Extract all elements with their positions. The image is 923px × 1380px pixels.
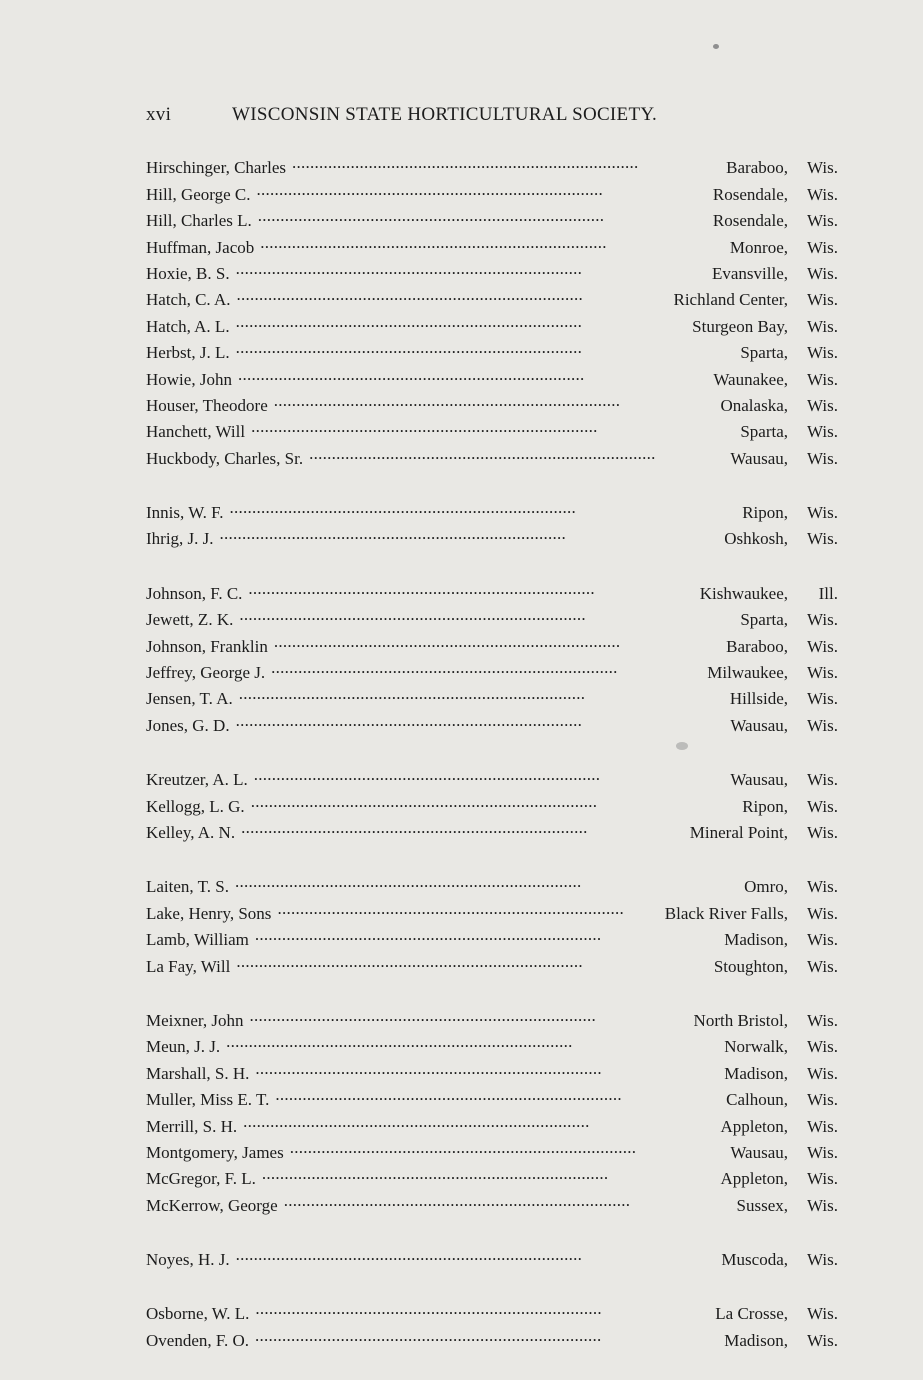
member-state: Wis. [807, 369, 838, 389]
member-entry [146, 338, 838, 364]
member-town: Wausau, [730, 770, 788, 790]
member-entry [146, 1190, 838, 1216]
member-entry [146, 1032, 838, 1058]
member-name: Jensen, T. A. [146, 689, 233, 709]
dot-leader [277, 898, 662, 918]
member-entry [146, 872, 838, 898]
dot-leader [274, 391, 719, 411]
member-state: Wis. [807, 237, 838, 257]
member-name: Hatch, C. A. [146, 290, 231, 310]
page-header [146, 104, 786, 126]
member-state: Wis. [807, 822, 838, 842]
member-state: Wis. [807, 770, 838, 790]
member-state: Wis. [807, 316, 838, 336]
member-town: Appleton, [720, 1169, 788, 1189]
member-name: Johnson, Franklin [146, 636, 268, 656]
dot-leader [239, 684, 728, 704]
dot-leader [254, 765, 729, 785]
dot-leader [236, 311, 691, 331]
member-town: Muscoda, [721, 1250, 788, 1270]
member-entry [146, 1006, 838, 1032]
member-name: Huckbody, Charles, Sr. [146, 448, 304, 468]
member-name: McKerrow, George [146, 1195, 278, 1215]
member-entry [146, 232, 838, 258]
member-town: North Bristol, [693, 1010, 788, 1030]
member-entry [146, 1111, 838, 1137]
dot-leader [251, 417, 738, 437]
dot-leader [230, 498, 741, 518]
member-town: Hillside, [729, 689, 788, 709]
paper-speck [713, 44, 719, 49]
member-town: Ripon, [742, 503, 788, 523]
member-town: Norwalk, [724, 1037, 788, 1057]
member-town: Baraboo, [726, 636, 788, 656]
member-town: Baraboo, [726, 158, 788, 178]
dot-leader [255, 925, 722, 945]
member-entry [146, 765, 838, 791]
dot-leader [236, 1245, 720, 1265]
member-town: Calhoun, [726, 1090, 788, 1110]
member-town: Wausau, [730, 1142, 788, 1162]
dot-leader [241, 818, 688, 838]
member-name: Hatch, A. L. [146, 316, 230, 336]
letter-group [146, 153, 838, 470]
member-entry [146, 391, 838, 417]
letter-group [146, 578, 838, 736]
member-entry [146, 524, 838, 550]
member-town: Oshkosh, [724, 529, 788, 549]
member-town: Omro, [744, 877, 788, 897]
member-state: Wis. [807, 1304, 838, 1324]
dot-leader [251, 791, 741, 811]
member-town: Madison, [724, 930, 788, 950]
member-name: Kreutzer, A. L. [146, 770, 248, 790]
member-entry [146, 578, 838, 604]
letter-group [146, 1245, 838, 1271]
member-state: Wis. [807, 1090, 838, 1110]
member-state: Wis. [807, 930, 838, 950]
member-state: Wis. [807, 158, 838, 178]
dot-leader [255, 1058, 722, 1078]
member-state: Wis. [807, 636, 838, 656]
member-entry [146, 1058, 838, 1084]
member-name: Meun, J. J. [146, 1037, 221, 1057]
member-entry [146, 1138, 838, 1164]
member-entry [146, 285, 838, 311]
member-name: Laiten, T. S. [146, 877, 229, 897]
member-town: Appleton, [720, 1116, 788, 1136]
member-name: Osborne, W. L. [146, 1304, 250, 1324]
member-name: Hill, George C. [146, 184, 251, 204]
member-name: Innis, W. F. [146, 503, 224, 523]
member-entry [146, 1325, 838, 1351]
member-town: Madison, [724, 1063, 788, 1083]
member-town: Monroe, [729, 237, 788, 257]
member-state: Wis. [807, 1169, 838, 1189]
member-name: Huffman, Jacob [146, 237, 255, 257]
dot-leader [226, 1032, 722, 1052]
member-state: Wis. [807, 184, 838, 204]
dot-leader [236, 710, 729, 730]
member-name: Howie, John [146, 369, 232, 389]
member-name: McGregor, F. L. [146, 1169, 256, 1189]
member-entry [146, 951, 838, 977]
member-state: Wis. [807, 689, 838, 709]
member-name: Houser, Theodore [146, 395, 268, 415]
member-entry [146, 1085, 838, 1111]
member-state: Wis. [807, 1010, 838, 1030]
member-name: Jeffrey, George J. [146, 663, 266, 683]
letter-group [146, 765, 838, 844]
dot-leader [236, 951, 712, 971]
dot-leader [271, 658, 705, 678]
dot-leader [290, 1138, 729, 1158]
dot-leader [260, 232, 728, 252]
member-entry [146, 605, 838, 631]
dot-leader [292, 153, 724, 173]
member-state: Wis. [807, 395, 838, 415]
member-entry [146, 1245, 838, 1271]
member-state: Wis. [807, 1330, 838, 1350]
member-name: La Fay, Will [146, 956, 231, 976]
dot-leader [237, 285, 672, 305]
running-title: WISCONSIN STATE HORTICULTURAL SOCIETY. [232, 104, 657, 125]
dot-leader [309, 443, 728, 463]
member-name: Kelley, A. N. [146, 822, 236, 842]
member-entry [146, 498, 838, 524]
dot-leader [236, 338, 739, 358]
member-state: Wis. [807, 663, 838, 683]
member-name: Kellogg, L. G. [146, 796, 245, 816]
member-name: Lake, Henry, Sons [146, 903, 272, 923]
member-entry [146, 443, 838, 469]
member-town: Wausau, [730, 448, 788, 468]
member-state: Wis. [807, 290, 838, 310]
member-name: Hill, Charles L. [146, 211, 252, 231]
member-town: Richland Center, [673, 290, 788, 310]
member-state: Wis. [807, 903, 838, 923]
member-state: Wis. [807, 503, 838, 523]
letter-group [146, 498, 838, 551]
member-entry [146, 684, 838, 710]
dot-leader [235, 872, 742, 892]
member-town: Ripon, [742, 796, 788, 816]
member-name: Merrill, S. H. [146, 1116, 238, 1136]
member-state: Wis. [807, 448, 838, 468]
member-entry [146, 1299, 838, 1325]
member-entry [146, 898, 838, 924]
letter-group [146, 1299, 838, 1352]
member-name: Hirschinger, Charles [146, 158, 287, 178]
member-state: Wis. [807, 1142, 838, 1162]
dot-leader [250, 1006, 692, 1026]
member-town: Onalaska, [720, 395, 788, 415]
member-name: Montgomery, James [146, 1142, 284, 1162]
member-name: Jewett, Z. K. [146, 610, 234, 630]
member-entry [146, 1164, 838, 1190]
member-town: Rosendale, [712, 184, 788, 204]
member-entry [146, 179, 838, 205]
dot-leader [238, 364, 711, 384]
member-entry [146, 710, 838, 736]
member-entry [146, 925, 838, 951]
member-state: Ill. [818, 583, 838, 603]
member-name: Ovenden, F. O. [146, 1330, 249, 1350]
member-town: Mineral Point, [689, 822, 788, 842]
member-town: Waunakee, [713, 369, 788, 389]
dot-leader [262, 1164, 719, 1184]
member-state: Wis. [807, 422, 838, 442]
member-entry [146, 364, 838, 390]
member-entry [146, 259, 838, 285]
member-state: Wis. [807, 877, 838, 897]
member-state: Wis. [807, 956, 838, 976]
member-entry [146, 311, 838, 337]
member-town: Wausau, [730, 715, 788, 735]
member-town: Madison, [724, 1330, 788, 1350]
dot-leader [275, 1085, 724, 1105]
member-town: Sparta, [740, 610, 788, 630]
page-number: xvi [146, 104, 172, 125]
member-town: Kishwaukee, [699, 583, 788, 603]
member-state: Wis. [807, 263, 838, 283]
member-town: Evansville, [711, 263, 788, 283]
dot-leader [284, 1190, 735, 1210]
member-name: Ihrig, J. J. [146, 529, 214, 549]
member-state: Wis. [807, 796, 838, 816]
member-town: Sturgeon Bay, [692, 316, 788, 336]
dot-leader [220, 524, 723, 544]
member-entry [146, 791, 838, 817]
member-state: Wis. [807, 1063, 838, 1083]
member-state: Wis. [807, 1250, 838, 1270]
member-state: Wis. [807, 1116, 838, 1136]
dot-leader [257, 179, 711, 199]
letter-group [146, 1006, 838, 1217]
dot-leader [243, 1111, 718, 1131]
dot-leader [274, 631, 724, 651]
dot-leader [255, 1325, 722, 1345]
member-state: Wis. [807, 610, 838, 630]
member-name: Hanchett, Will [146, 422, 246, 442]
member-name: Marshall, S. H. [146, 1063, 250, 1083]
member-entry [146, 153, 838, 179]
member-state: Wis. [807, 343, 838, 363]
member-name: Meixner, John [146, 1010, 244, 1030]
member-state: Wis. [807, 529, 838, 549]
dot-leader [239, 605, 738, 625]
member-state: Wis. [807, 1037, 838, 1057]
member-name: Johnson, F. C. [146, 583, 243, 603]
member-state: Wis. [807, 715, 838, 735]
member-entry [146, 818, 838, 844]
member-entry [146, 658, 838, 684]
member-name: Jones, G. D. [146, 715, 230, 735]
dot-leader [258, 206, 711, 226]
member-town: Rosendale, [712, 211, 788, 231]
member-name: Herbst, J. L. [146, 343, 230, 363]
member-name: Lamb, William [146, 930, 249, 950]
member-town: La Crosse, [715, 1304, 788, 1324]
member-name: Hoxie, B. S. [146, 263, 230, 283]
member-town: Sussex, [736, 1195, 788, 1215]
member-town: Milwaukee, [707, 663, 788, 683]
member-state: Wis. [807, 1195, 838, 1215]
dot-leader [255, 1299, 713, 1319]
member-name: Noyes, H. J. [146, 1250, 230, 1270]
dot-leader [236, 259, 710, 279]
member-entry [146, 631, 838, 657]
letter-group [146, 872, 838, 978]
member-town: Sparta, [740, 343, 788, 363]
member-entry [146, 206, 838, 232]
member-town: Sparta, [740, 422, 788, 442]
member-town: Black River Falls, [664, 903, 788, 923]
member-town: Stoughton, [713, 956, 788, 976]
member-state: Wis. [807, 211, 838, 231]
member-name: Muller, Miss E. T. [146, 1090, 270, 1110]
member-entry [146, 417, 838, 443]
member-list [146, 153, 838, 1380]
dot-leader [248, 578, 697, 598]
